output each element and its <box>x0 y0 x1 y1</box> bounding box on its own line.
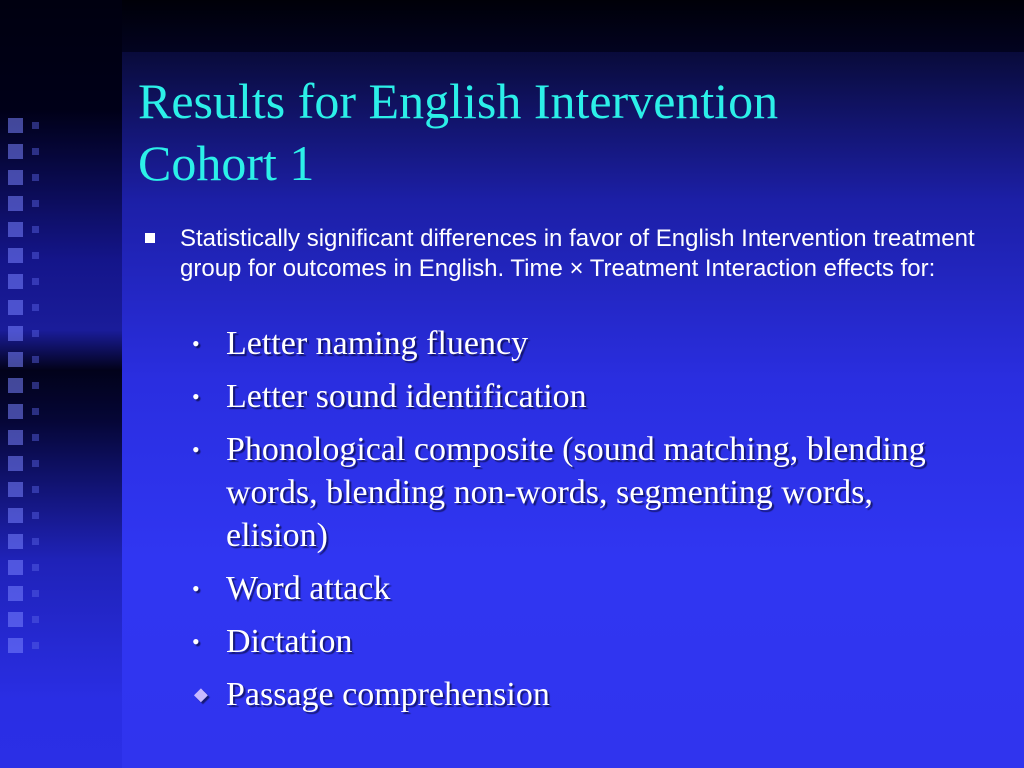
square-bullet-icon <box>145 233 155 243</box>
decorative-square <box>8 144 23 159</box>
title-line-1: Results for English Intervention <box>138 73 779 129</box>
decorative-square <box>8 118 23 133</box>
decorative-dot <box>32 330 39 337</box>
list-item <box>192 673 972 716</box>
decorative-square <box>8 456 23 471</box>
decorative-dot <box>32 148 39 155</box>
dot-bullet-icon: • <box>192 576 200 601</box>
decorative-square <box>8 326 23 341</box>
decorative-dot <box>32 356 39 363</box>
decorative-square <box>8 430 23 445</box>
main-bullet-text: Statistically significant differences in favor of English Intervention treatment group for outcomes in English. Time × Treatment Interaction effects for: <box>180 225 975 282</box>
decorative-square <box>8 404 23 419</box>
decorative-dot <box>32 226 39 233</box>
decorative-square <box>8 196 23 211</box>
decorative-square <box>8 638 23 653</box>
list-item-text: Phonological composite (sound matching, blending words, blending non-words, segmenting words, elision) <box>226 431 926 554</box>
decorative-square <box>8 170 23 185</box>
decorative-dot <box>32 434 39 441</box>
decorative-dot <box>32 590 39 597</box>
decorative-squares <box>8 118 28 678</box>
decorative-dot <box>32 486 39 493</box>
decorative-dot <box>32 252 39 259</box>
decorative-dot <box>32 616 39 623</box>
list-item-text: Dictation <box>226 623 353 660</box>
decorative-dot <box>32 200 39 207</box>
decorative-square <box>8 560 23 575</box>
decorative-dot <box>32 278 39 285</box>
decorative-dot <box>32 538 39 545</box>
list-item-text: Letter naming fluency <box>226 325 529 362</box>
list-item <box>192 620 972 663</box>
list-item <box>192 375 972 418</box>
top-band <box>0 0 1024 52</box>
list-item <box>192 428 972 557</box>
dot-bullet-icon: • <box>192 437 200 462</box>
decorative-square <box>8 586 23 601</box>
slide-title <box>138 70 998 194</box>
dot-bullet-icon: • <box>192 331 200 356</box>
decorative-square <box>8 222 23 237</box>
list-item <box>192 322 972 365</box>
decorative-dot <box>32 382 39 389</box>
decorative-dot <box>32 174 39 181</box>
list-item-text: Passage comprehension <box>226 676 550 713</box>
decorative-dot <box>32 460 39 467</box>
sub-bullet-list <box>192 322 972 726</box>
left-decorative-band <box>0 0 122 768</box>
title-line-2: Cohort 1 <box>138 135 315 191</box>
decorative-square <box>8 378 23 393</box>
diamond-bullet-icon: ◆ <box>194 684 208 704</box>
decorative-square <box>8 534 23 549</box>
list-item-text: Letter sound identification <box>226 378 587 415</box>
decorative-dot <box>32 564 39 571</box>
decorative-dot <box>32 408 39 415</box>
decorative-square <box>8 482 23 497</box>
decorative-dot <box>32 122 39 129</box>
decorative-square <box>8 612 23 627</box>
decorative-dots <box>32 118 42 678</box>
decorative-square <box>8 300 23 315</box>
dot-bullet-icon: • <box>192 384 200 409</box>
decorative-square <box>8 508 23 523</box>
decorative-dot <box>32 642 39 649</box>
list-item-text: Word attack <box>226 570 391 607</box>
decorative-dot <box>32 304 39 311</box>
decorative-square <box>8 274 23 289</box>
decorative-square <box>8 352 23 367</box>
dot-bullet-icon: • <box>192 629 200 654</box>
list-item <box>192 567 972 610</box>
decorative-square <box>8 248 23 263</box>
decorative-dot <box>32 512 39 519</box>
